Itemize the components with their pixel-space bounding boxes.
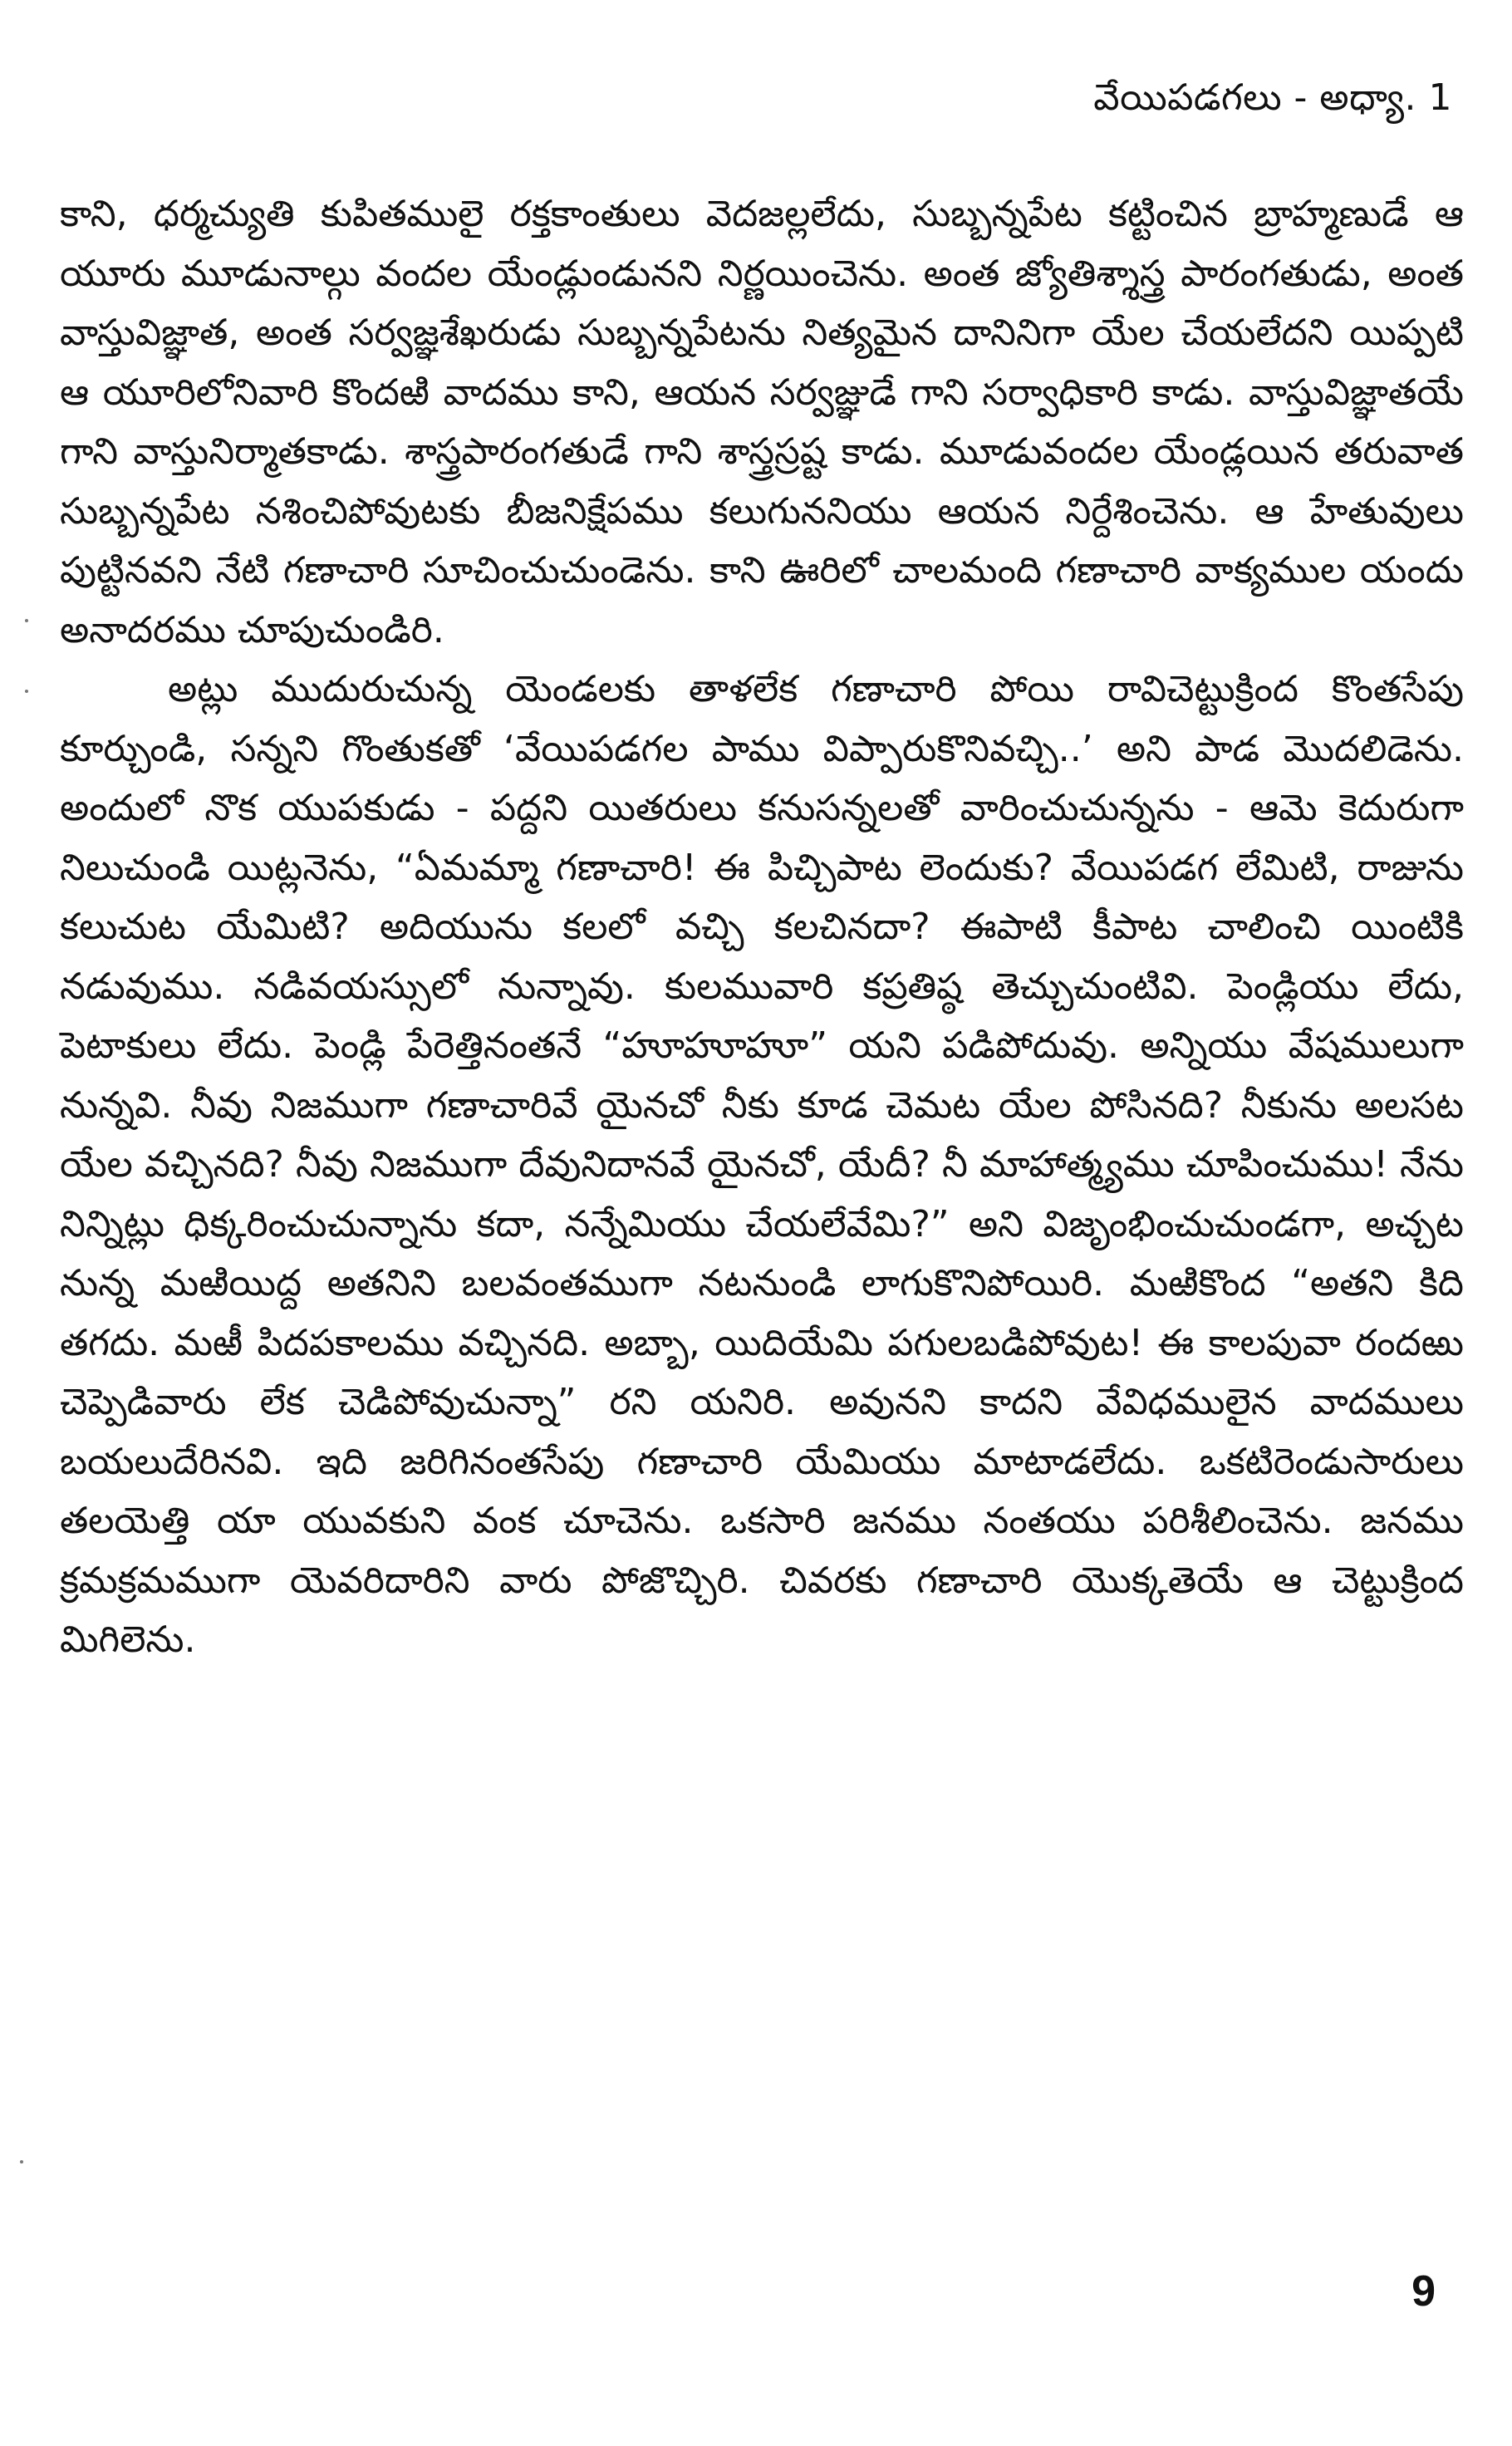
scan-speck (25, 619, 28, 622)
body-text (60, 184, 1464, 1670)
paragraph-2: అట్లు ముదురుచున్న యెండలకు తాళలేక గణాచారి పోయి రావిచెట్టుక్రింద కొంతసేపు కూర్చుండి, సన్నని గొంతుకతో ‘వేయిపడగల పాము విప్పారుకొనివచ్చి..’ అని పాడ మొదలిడెను. అందులో నొక యుపకుడు - పద్దని యితరులు కనుసన్నలతో వారించుచున్నను - ఆమె కెదురుగా నిలుచుండి యిట్లనెను, “ఏమమ్మా గణాచారి! ఈ పిచ్చిపాట లెందుకు? వేయిపడగ లేమిటి, రాజును కలుచుట యేమిటి? అదియును కలలో వచ్చి కలచినదా? ఈపాటి కీపాట చాలించి యింటికి నడువుము. నడివయస్సులో నున్నావు. కులమువారి కప్రతిష్ఠ తెచ్చుచుంటివి. పెండ్లియు లేదు, పెటాకులు లేదు. పెండ్లి పేరెత్తినంతనే “హూహూహూ” యని పడిపోదువు. అన్నియు వేషములుగా నున్నవి. నీవు నిజముగా గణాచారివే యైనచో నీకు కూడ చెమట యేల పోసినది? నీకును అలసట యేల వచ్చినది? నీవు నిజముగా దేవునిదానవే యైనచో, యేదీ? నీ మాహాత్మ్యము చూపించుము! నేను నిన్నిట్లు ధిక్కరించుచున్నాను కదా, నన్నేమియు చేయలేవేమి?” అని విజృంభించుచుండగా, అచ్చట నున్న మఱియిద్ద అతనిని బలవంతముగా నటనుండి లాగుకొనిపోయిరి. మఱికొంద “అతని కిది తగదు. మఱీ పిదపకాలము వచ్చినది. అబ్బా, యిదియేమి పగులబడిపోవుట! ఈ కాలపువా రందఱు చెప్పెడివారు లేక చెడిపోవుచున్నా” రని యనిరి. అవునని కాదని వేవిధములైన వాదములు బయలుదేరినవి. ఇది జరిగినంతసేపు గణాచారి యేమియు మాటాడలేదు. ఒకటిరెండుసారులు తలయెత్తి యా యువకుని వంక చూచెను. ఒకసారి జనము నంతయు పరిశీలించెను. జనము క్రమక్రమముగా యెవరిదారిని వారు పోజొచ్చిరి. చివరకు గణాచారి యొక్కతెయే ఆ చెట్టుక్రింద మిగిలెను. (60, 668, 1464, 1661)
running-head: వేయిపడగలు - అధ్యా. 1 (1093, 76, 1452, 119)
scan-speck (25, 690, 28, 693)
page-number: 9 (1411, 2267, 1436, 2316)
paragraph-1: కాని, ధర్మచ్యుతి కుపితములై రక్తకాంతులు వెదజల్లలేదు, సుబ్బన్నపేట కట్టించిన బ్రాహ్మణుడే ఆ యూరు మూడునాల్గు వందల యేండ్లుండునని నిర్ణయించెను. అంత జ్యోతిశ్శాస్త్ర పారంగతుడు, అంత వాస్తువిజ్ఞాత, అంత సర్వజ్ఞశేఖరుడు సుబ్బన్నపేటను నిత్యమైన దానినిగా యేల చేయలేదని యిప్పటి ఆ యూరిలోనివారి కొందఱి వాదము కాని, ఆయన సర్వజ్ఞుడే గాని సర్వాధికారి కాడు. వాస్తువిజ్ఞాతయే గాని వాస్తునిర్మాతకాడు. శాస్త్రపారంగతుడే గాని శాస్త్రస్రష్ట కాడు. మూడువందల యేండ్లయిన తరువాత సుబ్బన్నపేట నశించిపోవుటకు బీజనిక్షేపము కలుగుననియు ఆయన నిర్దేశించెను. ఆ హేతువులు పుట్టినవని నేటి గణాచారి సూచించుచుండెను. కాని ఊరిలో చాలమంది గణాచారి వాక్యముల యందు అనాదరము చూపుచుండిరి. (60, 193, 1464, 651)
scan-speck (20, 2160, 23, 2164)
